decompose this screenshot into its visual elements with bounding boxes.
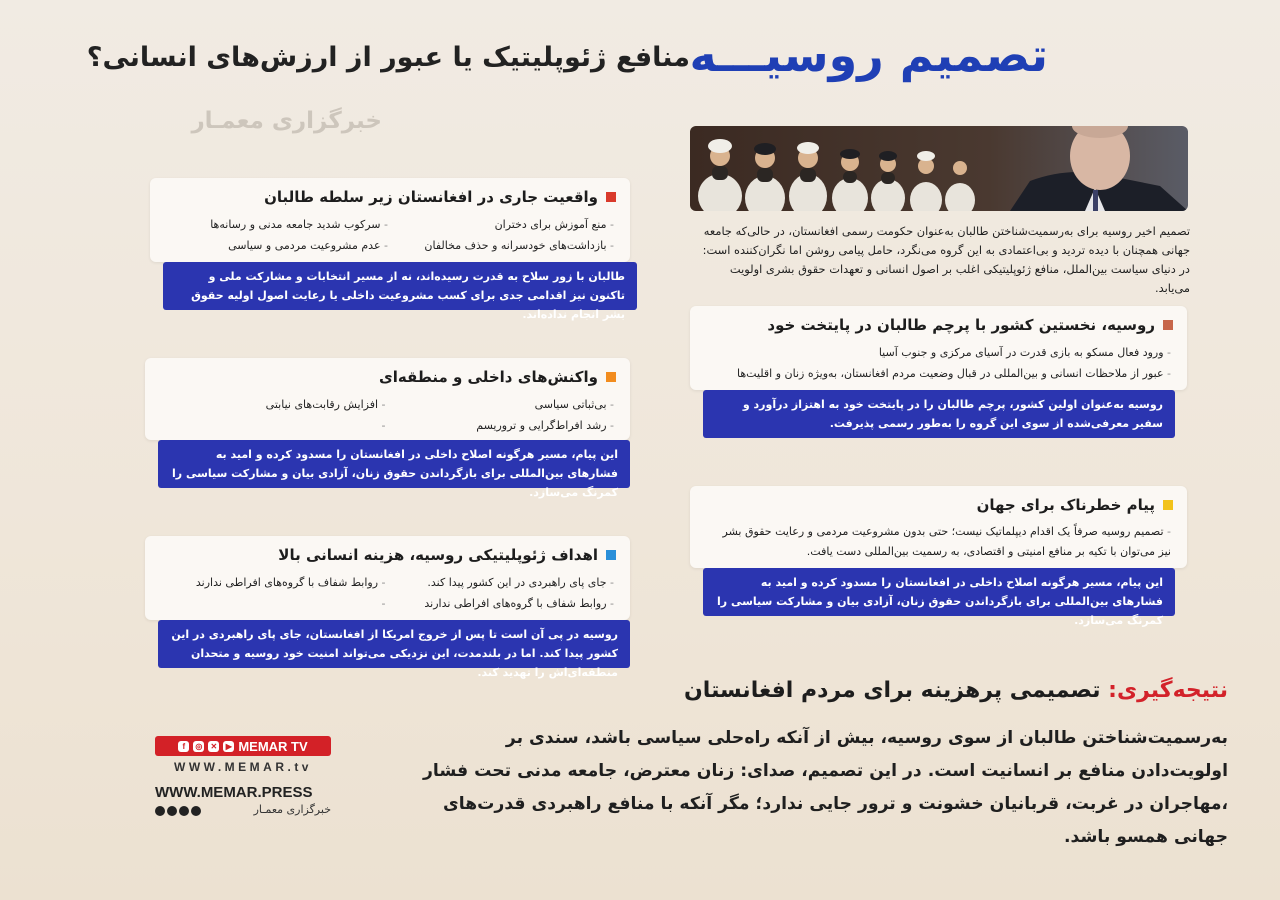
subtitle: منافع ژئوپلیتیک یا عبور از ارزش‌های انسانی؟ bbox=[86, 42, 690, 73]
header-photo bbox=[690, 126, 1188, 211]
goals-bullets bbox=[157, 572, 614, 614]
conclusion-title: تصمیمی پرهزینه برای مردم افغانستان bbox=[684, 678, 1101, 703]
square-marker-icon bbox=[606, 372, 616, 382]
meeting-photo-image bbox=[690, 126, 1188, 211]
youtube-icon[interactable]: ▶ bbox=[223, 741, 234, 752]
first-country-note: روسیه به‌عنوان اولین کشور، پرچم طالبان را در پایتخت خود به اهتزاز درآورد و سفیر معرفی‌شده از سوی این گروه را به‌طور رسمی پذیرفت. bbox=[703, 390, 1175, 438]
square-marker-icon bbox=[606, 192, 616, 202]
square-marker-icon bbox=[606, 550, 616, 560]
goals-card bbox=[145, 536, 630, 620]
x-icon[interactable]: ✕ bbox=[208, 741, 219, 752]
intro-paragraph: تصمیم اخیر روسیه برای به‌رسمیت‌شناختن طالبان به‌عنوان حکومت رسمی افغانستان، در حالی‌که جامعه جهانی همچنان با دیده تردید و بی‌اعتمادی به این گروه می‌نگرد، حامل پیامی روشن اما نگران‌کننده است: در دنیای سیاست بین‌الملل، منافع ژئوپلیتیکی اغلب بر اصول انسانی و تعهدات حقوق بشری اولویت می‌یابد. bbox=[702, 224, 1190, 295]
square-marker-icon bbox=[1163, 500, 1173, 510]
instagram-icon[interactable]: ◎ bbox=[193, 741, 204, 752]
dangerous-message-title: پیام خطرناک برای جهان bbox=[977, 496, 1173, 514]
list-item: - روابط شفاف با گروه‌های افراطی ندارند bbox=[157, 572, 386, 593]
first-country-title: روسیه، نخستین کشور با پرچم طالبان در پایتخت خود bbox=[767, 316, 1173, 334]
list-item: - بازداشت‌های خودسرانه و حذف مخالفان bbox=[388, 235, 614, 256]
list-item: - ورود فعال مسکو به بازی قدرت در آسیای مرکزی و جنوب آسیا bbox=[702, 342, 1171, 363]
list-item: - منع آموزش برای دختران bbox=[388, 214, 614, 235]
conclusion-label: نتیجه‌گیری: bbox=[1108, 678, 1228, 703]
list-item: - جای پای راهبردی در این کشور پیدا کند. bbox=[386, 572, 615, 593]
conclusion-body: به‌رسمیت‌شناختن طالبان از سوی روسیه، بیش از آنکه راه‌حلی سیاسی باشد، سندی بر اولویت‌دادن منافع بر انسانیت است. در این تصمیم، صدای: زنان معترض، جامعه مدنی تحت فشار ،مهاجران در غربت، قربانیان خشونت و ترور جایی ندارد؛ مگر آنکه با منافع راهبردی قدرت‌های جهانی همسو باشد. bbox=[423, 728, 1228, 847]
facebook-icon[interactable] bbox=[155, 806, 165, 816]
list-item: - رشد افراط‌گرایی و تروریسم bbox=[386, 415, 615, 436]
list-item: - عبور از ملاحظات انسانی و بین‌المللی در قبال وضعیت مردم افغانستان، به‌ویژه زنان و اقلیت‌ها bbox=[702, 363, 1171, 384]
social-icons-row bbox=[155, 805, 215, 817]
current-reality-note: طالبان با زور سلاح به قدرت رسیده‌اند، نه از مسیر انتخابات و مشارکت ملی و تاکنون نیز اقدامی جدی برای کسب مشروعیت داخلی یا رعایت اصول اولیه حقوق بشر انجام نداده‌اند. bbox=[163, 262, 637, 310]
instagram-icon[interactable] bbox=[167, 806, 177, 816]
list-item: - تصمیم روسیه صرفاً یک اقدام دیپلماتیک نیست؛ حتی بدون مشروعیت مردمی و رعایت حقوق بشر نیز می‌توان با تکیه بر منافع امنیتی و اقتصادی، به رسمیت بین‌المللی دست یافت. bbox=[722, 525, 1171, 558]
agency-watermark: خبرگزاری معمـار bbox=[191, 108, 382, 134]
current-reality-bullets bbox=[162, 214, 614, 256]
reactions-bullets bbox=[157, 394, 614, 436]
conclusion-heading bbox=[660, 678, 1228, 703]
reactions-card bbox=[145, 358, 630, 440]
facebook-icon[interactable]: f bbox=[178, 741, 189, 752]
main-title: تصمیم روسیـــه bbox=[689, 28, 1048, 82]
memar-tv-logo[interactable]: f ◎ ✕ ▶ MEMAR TV bbox=[155, 736, 331, 756]
current-reality-title: واقعیت جاری در افغانستان زیر سلطه طالبان bbox=[264, 188, 616, 206]
memar-press-url[interactable]: WWW.MEMAR.PRESS bbox=[155, 784, 313, 801]
agency-name: خبرگزاری معمـار bbox=[253, 803, 331, 816]
dangerous-message-note: این پیام، مسیر هرگونه اصلاح داخلی در افغانستان را مسدود کرده و امید به فشارهای بین‌المللی برای بازگرداندن حقوق زنان، آزادی بیان و مشارکت سیاسی را کمرنگ می‌سازد. bbox=[703, 568, 1175, 616]
list-item: - روابط شفاف با گروه‌های افراطی ندارند bbox=[386, 593, 615, 614]
list-item: - عدم مشروعیت مردمی و سیاسی bbox=[162, 235, 388, 256]
goals-title: اهداف ژئوپلیتیکی روسیه، هزینه انسانی بالا bbox=[278, 546, 616, 564]
dangerous-message-card bbox=[690, 486, 1187, 568]
list-item: - سرکوب شدید جامعه مدنی و رسانه‌ها bbox=[162, 214, 388, 235]
first-country-card bbox=[690, 306, 1187, 390]
first-country-bullets bbox=[702, 342, 1171, 384]
list-item: - بی‌ثباتی سیاسی bbox=[386, 394, 615, 415]
list-item: - افزایش رقابت‌های نیابتی bbox=[157, 394, 386, 415]
youtube-icon[interactable] bbox=[191, 806, 201, 816]
x-icon[interactable] bbox=[179, 806, 189, 816]
current-reality-card bbox=[150, 178, 630, 262]
goals-note: روسیه در پی آن است تا پس از خروج امریکا از افغانستان، جای پای راهبردی در این کشور پیدا کند. اما در بلندمدت، این نزدیکی می‌تواند امنیت خود روسیه و متحدان منطقه‌ای‌اش را تهدید کند. bbox=[158, 620, 630, 668]
square-marker-icon bbox=[1163, 320, 1173, 330]
reactions-title: واکنش‌های داخلی و منطقه‌ای bbox=[379, 368, 616, 386]
memar-tv-url[interactable]: WWW.MEMAR.tv bbox=[174, 760, 312, 774]
reactions-note: این پیام، مسیر هرگونه اصلاح داخلی در افغانستان را مسدود کرده و امید به فشارهای بین‌المللی برای بازگرداندن حقوق زنان، آزادی بیان و مشارکت سیاسی را کمرنگ می‌سازد. bbox=[158, 440, 630, 488]
